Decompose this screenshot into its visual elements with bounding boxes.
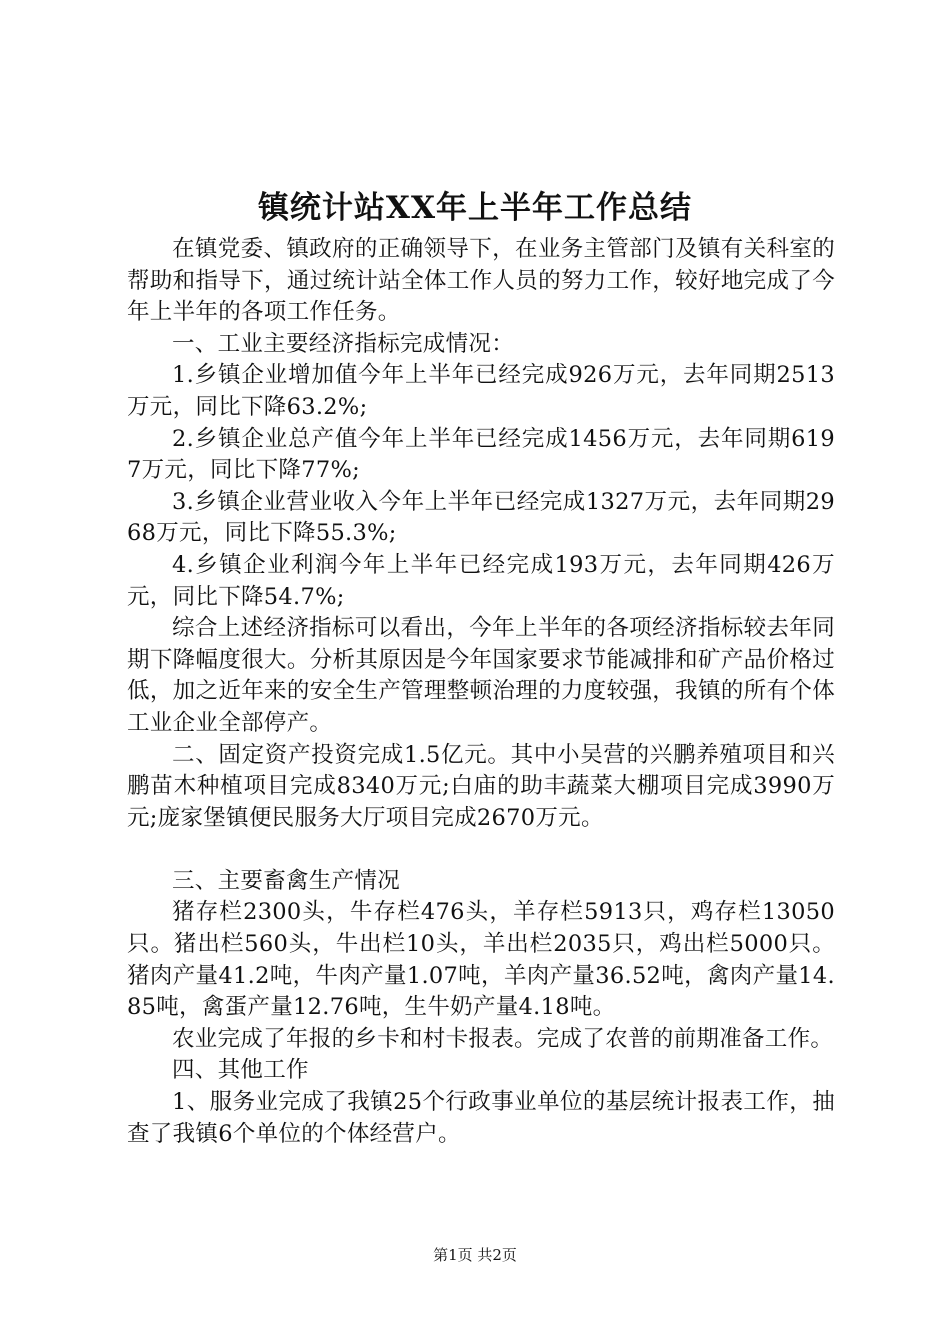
section-heading-livestock: 三、主要畜禽生产情况 xyxy=(172,867,401,894)
section-fixed-assets: 二、固定资产投资完成1.5亿元。其中小吴营的兴鹏养殖项目和兴鹏苗木种植项目完成8340万元;白庙的助丰蔬菜大棚项目完成3990万元;庞家堡镇便民服务大厅项目完成2670万元。 xyxy=(127,741,835,831)
other-item-1: 1、服务业完成了我镇25个行政事业单位的基层统计报表工作，抽查了我镇6个单位的个体经营户。 xyxy=(127,1089,835,1147)
section-heading-industry: 一、工业主要经济指标完成情况： xyxy=(172,330,515,357)
section-heading-other: 四、其他工作 xyxy=(172,1057,309,1084)
livestock-paragraph: 猪存栏2300头，牛存栏476头，羊存栏5913只，鸡存栏13050只。猪出栏560头，牛出栏10头，羊出栏2035只，鸡出栏5000只。猪肉产量41.2吨，牛肉产量1.07吨，羊肉产量36.52吨，禽肉产量14.85吨，禽蛋产量12.76吨，生牛奶产量4.18吨。 xyxy=(127,899,835,1021)
analysis-paragraph: 综合上述经济指标可以看出，今年上半年的各项经济指标较去年同期下降幅度很大。分析其原因是今年国家要求节能减排和矿产品价格过低，加之近年来的安全生产管理整顿治理的力度较强，我镇的所有个体工业企业全部停产。 xyxy=(127,615,835,736)
industry-item-1: 1.乡镇企业增加值今年上半年已经完成926万元，去年同期2513万元，同比下降63.2%; xyxy=(127,362,835,420)
document-title: 镇统计站XX年上半年工作总结 xyxy=(257,190,693,226)
industry-item-2: 2.乡镇企业总产值今年上半年已经完成1456万元，去年同期6197万元，同比下降77%; xyxy=(127,425,835,484)
industry-item-3: 3.乡镇企业营业收入今年上半年已经完成1327万元，去年同期2968万元，同比下降55.3%; xyxy=(127,488,835,547)
industry-item-4: 4.乡镇企业利润今年上半年已经完成193万元，去年同期426万元，同比下降54.7%; xyxy=(127,551,835,610)
page-footer: 第1页 共2页 xyxy=(433,1246,517,1264)
agriculture-paragraph: 农业完成了年报的乡卡和村卡报表。完成了农普的前期准备工作。 xyxy=(172,1025,834,1052)
intro-paragraph: 在镇党委、镇政府的正确领导下，在业务主管部门及镇有关科室的帮助和指导下，通过统计站全体工作人员的努力工作，较好地完成了今年上半年的各项工作任务。 xyxy=(127,236,835,326)
document-body xyxy=(127,234,835,1150)
